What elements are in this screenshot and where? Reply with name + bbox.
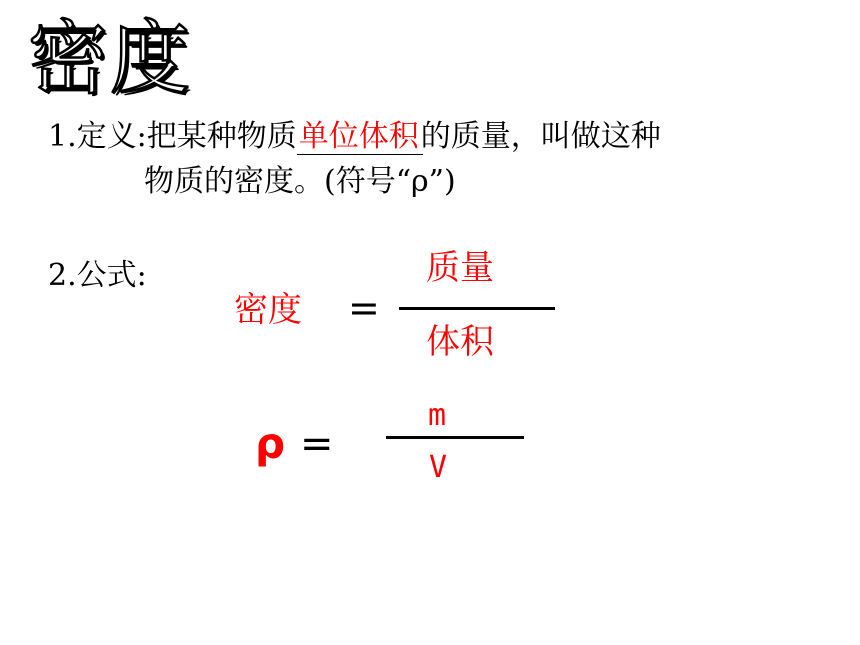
word-fraction-bar [399,307,555,310]
symbol-formula-lhs: ρ [255,419,286,468]
word-formula-numerator: 质量 [426,248,494,288]
definition-text-before-blank: 把某种物质 [146,119,297,154]
definition-line-1 [48,117,661,157]
word-formula-lhs: 密度 [234,290,302,330]
definition-number: 1. [48,119,77,154]
symbol-formula-equals: = [300,421,334,467]
symbol-formula-denominator: V [429,450,448,485]
page-title: 密度 [28,12,192,105]
word-formula-denominator: 体积 [426,322,494,362]
definition-line-2: 物质的密度。(符号“ρ”) [144,164,456,199]
symbol-fraction-bar [386,436,524,439]
blank-underline [297,154,423,155]
definition-label: 定义: [76,119,147,154]
definition-blank [297,117,421,157]
formula-label: 2.公式: [48,258,147,293]
definition-blank-answer: 单位体积 [298,119,419,154]
word-formula-equals: = [348,286,380,330]
symbol-formula-numerator: m [428,398,447,433]
definition-text-after-blank: 的质量，叫做这种 [420,119,661,154]
